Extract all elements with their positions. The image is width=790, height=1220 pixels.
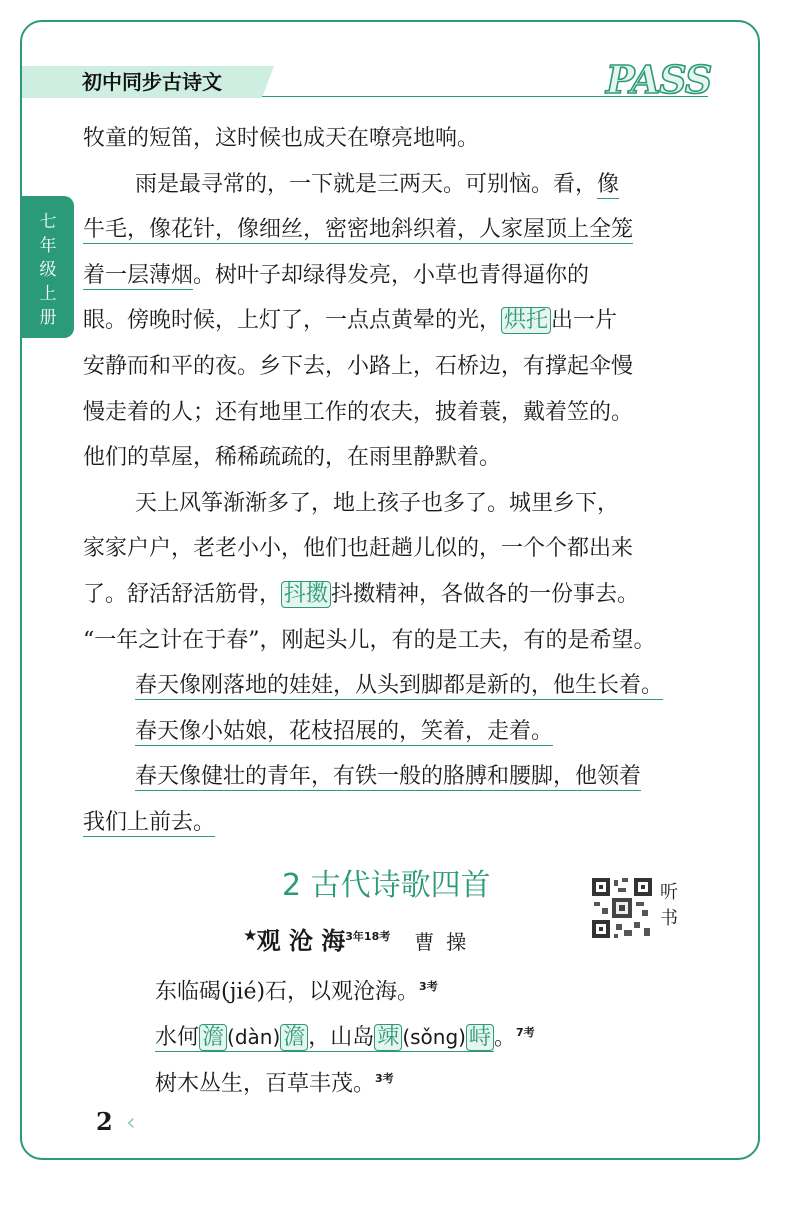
passage-line	[83, 390, 715, 436]
side-tab-char: 上	[39, 284, 57, 304]
passage-line	[83, 435, 715, 481]
page-number: 2	[96, 1107, 113, 1136]
passage-line	[83, 481, 715, 527]
passage-line	[83, 298, 715, 344]
poem-line	[155, 1010, 715, 1056]
passage-line	[83, 344, 715, 390]
passage-line	[83, 663, 715, 709]
section-title: 2 古代诗歌四首	[282, 868, 491, 903]
pinyin: (dàn)	[227, 1025, 281, 1050]
line-text: 出一片	[551, 308, 618, 334]
boxed-vocab: 澹	[280, 1024, 308, 1051]
side-tab-char: 级	[39, 260, 57, 280]
line-text: 家家户户，老老小小，他们也赶趟儿似的，一个个都出来	[83, 536, 634, 562]
passage-line	[83, 800, 715, 846]
passage	[83, 116, 715, 846]
line-text: 天上风筝渐渐多了，地上孩子也多了。城里乡下，	[135, 490, 620, 516]
underlined-poem-line	[155, 1025, 494, 1052]
line-text: 慢走着的人；还有地里工作的农夫，披着蓑，戴着笠的。	[83, 399, 634, 425]
underlined-text: 春天像刚落地的娃娃，从头到脚都是新的，他生长着。	[135, 673, 664, 699]
line-text: 牧童的短笛，这时候也成天在嘹亮地响。	[83, 126, 480, 151]
line-text: 安静而和平的夜。乡下去，小路上，石桥边，有撑起伞慢	[83, 353, 634, 379]
qr-code-icon[interactable]	[590, 876, 654, 940]
exam-note: 3考	[419, 980, 438, 993]
underlined-text: 我们上前去。	[83, 809, 216, 835]
line-text: 了。舒活舒活筋骨，	[83, 581, 282, 607]
line-text: “一年之计在于春”，刚起头儿，有的是工夫，有的是希望。	[83, 627, 656, 653]
poem-text: ，山岛	[308, 1025, 375, 1051]
passage-line	[83, 253, 715, 299]
star-icon: ★	[244, 928, 257, 944]
boxed-vocab: 峙	[466, 1024, 494, 1051]
boxed-vocab: 澹	[199, 1024, 227, 1051]
passage-line	[83, 162, 715, 208]
poem-body	[155, 964, 715, 1102]
poem-name: 观 沧 海	[256, 926, 346, 955]
poem-text: 东临碣(jié)石，以观沧海。	[155, 979, 420, 1005]
underlined-text: 着一层薄烟	[83, 262, 194, 288]
underlined-text: 春天像健壮的青年，有铁一般的胳膊和腰脚，他领着	[135, 764, 642, 790]
poem-author: 曹操	[414, 930, 479, 954]
header-title: 初中同步古诗文	[82, 70, 222, 94]
line-text: 他们的草屋，稀稀疏疏的，在雨里静默着。	[83, 445, 502, 471]
poem-line	[155, 1056, 715, 1102]
side-tab-char: 册	[39, 308, 57, 328]
poem-text: 树木丛生，百草丰茂。	[155, 1071, 376, 1097]
side-tab-char: 七	[39, 212, 57, 232]
underlined-text: 像	[597, 171, 620, 197]
boxed-vocab: 竦	[374, 1024, 402, 1051]
boxed-vocab: 烘托	[501, 307, 551, 334]
exam-frequency-note: 3年18考	[345, 930, 391, 943]
exam-note: 3考	[375, 1072, 394, 1085]
poem-heading	[244, 918, 478, 960]
passage-line	[83, 754, 715, 800]
chevron-left-icon[interactable]: ‹	[126, 1108, 136, 1136]
boxed-vocab: 抖擞	[281, 581, 331, 608]
passage-line	[83, 207, 715, 253]
passage-line	[83, 572, 715, 618]
passage-line	[83, 526, 715, 572]
line-text: 雨是最寻常的，一下就是三两天。可别恼。看，	[135, 171, 598, 197]
poem-text: 。	[493, 1025, 516, 1051]
underlined-text: 牛毛，像花针，像细丝，密密地斜织着，人家屋顶上全笼	[83, 217, 634, 243]
passage-line	[83, 618, 715, 664]
listen-label	[660, 880, 682, 932]
listen-label-char: 听	[660, 882, 678, 903]
grade-side-tab-label	[36, 210, 60, 330]
pass-logo: PASS	[606, 57, 712, 102]
line-text: 眼。傍晚时候，上灯了，一点点黄晕的光，	[83, 308, 502, 334]
side-tab-char: 年	[39, 236, 57, 256]
underlined-text: 春天像小姑娘，花枝招展的，笑着，走着。	[135, 718, 554, 744]
exam-note: 7考	[515, 1026, 535, 1039]
passage-line	[83, 709, 715, 755]
listen-label-char: 书	[660, 908, 678, 929]
pinyin: (sǒng)	[402, 1025, 466, 1050]
line-text: 。树叶子却绿得发亮，小草也青得逼你的	[193, 262, 590, 288]
poem-line	[155, 964, 715, 1010]
line-text: 抖擞精神，各做各的一份事去。	[331, 581, 640, 607]
passage-line	[83, 116, 715, 162]
poem-text: 水何	[155, 1025, 200, 1051]
